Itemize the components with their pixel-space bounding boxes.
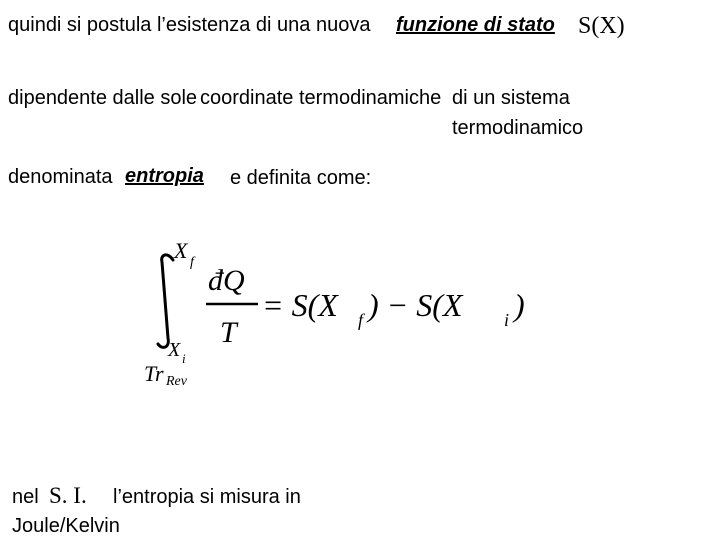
rhs-sub1: f bbox=[358, 310, 364, 330]
lower-limit-sub: i bbox=[182, 351, 186, 366]
lower-limit: X bbox=[168, 339, 181, 361]
rhs-part1: = S(X bbox=[262, 287, 338, 323]
denominated-text: denominata bbox=[8, 166, 113, 188]
integral-sign bbox=[158, 255, 173, 347]
entropy-term: entropia bbox=[125, 165, 204, 187]
path-label-sub: Rev bbox=[166, 374, 187, 388]
system-text: di un sistema bbox=[452, 87, 570, 109]
unit-text: Joule/Kelvin bbox=[12, 515, 120, 537]
denominator: T bbox=[220, 316, 237, 349]
si-symbol: S. I. bbox=[49, 483, 87, 508]
coordinates-text: coordinate termodinamiche bbox=[200, 87, 442, 109]
upper-limit-sub: f bbox=[190, 255, 194, 270]
intro-text: quindi si postula l’esistenza di una nuova bbox=[8, 14, 371, 36]
si-intro-text: nel bbox=[12, 486, 39, 508]
si-measure-text: l’entropia si misura in bbox=[113, 486, 301, 508]
dependence-text: dipendente dalle sole bbox=[8, 87, 198, 109]
state-function-term: funzione di stato bbox=[396, 14, 555, 36]
defined-as-text: e definita come: bbox=[230, 167, 372, 189]
upper-limit: X bbox=[174, 238, 188, 263]
entropy-symbol: S(X) bbox=[578, 13, 625, 39]
entropy-integral-formula bbox=[140, 238, 540, 388]
thermodynamic-text: termodinamico bbox=[452, 117, 584, 139]
path-label: Tr bbox=[144, 361, 164, 386]
numerator: đQ bbox=[208, 264, 245, 297]
rhs-part2: ) − S(X bbox=[368, 287, 463, 323]
rhs-part3: ) bbox=[514, 287, 525, 323]
rhs-sub2: i bbox=[504, 310, 510, 330]
